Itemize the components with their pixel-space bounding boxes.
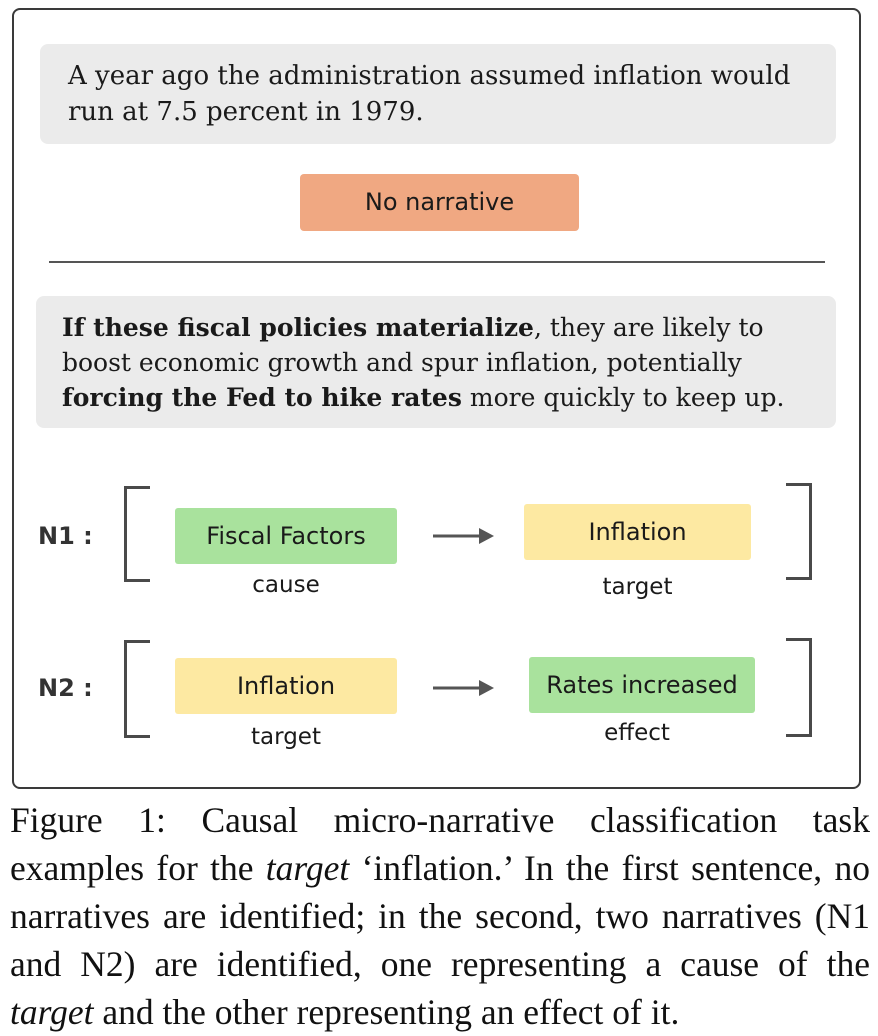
caption-italic-target: target (10, 992, 94, 1032)
sentence-2-bold-cause: If these fiscal policies materialize (62, 313, 534, 342)
narrative-n2-target-role: target (251, 724, 321, 750)
caption-text: Causal micro-narrative classification task examples for the (10, 800, 870, 888)
narrative-n1-target-role: target (602, 574, 673, 600)
narrative-n1-cause-node: Fiscal Factors (175, 508, 397, 564)
divider (49, 261, 825, 263)
caption-text: and the other representing an effect of it. (93, 992, 680, 1032)
arrow-right-icon (433, 526, 495, 546)
narrative-n1-target-node: Inflation (524, 504, 751, 560)
sentence-2-bold-effect: forcing the Fed to hike rates (62, 383, 462, 412)
caption-label: Figure 1: (10, 800, 166, 840)
narrative-label-n1: N1 : (38, 522, 93, 550)
narrative-n2-effect-role: effect (604, 720, 670, 746)
left-bracket-n2 (124, 640, 150, 738)
no-narrative-badge: No narrative (300, 174, 579, 231)
example-sentence-2 (36, 296, 836, 428)
sentence-1-text: A year ago the administration assumed inflation would run at 7.5 percent in 1979. (68, 61, 791, 127)
caption-italic-target: target (265, 848, 350, 888)
left-bracket-n1 (124, 486, 150, 582)
caption-text: ‘inflation.’ In the first sentence, no narratives are identified; in the second, two narratives (N1 and N2) are identified, one representing a cause of the (10, 848, 870, 984)
figure-caption (10, 796, 870, 1036)
narrative-n2-effect-node: Rates increased (529, 657, 755, 713)
narrative-label-n2: N2 : (38, 674, 93, 702)
narrative-n1-cause-role: cause (252, 572, 320, 598)
example-sentence-1 (40, 44, 836, 144)
right-bracket-n1 (786, 483, 812, 580)
sentence-2-text-end: more quickly to keep up. (461, 383, 785, 412)
sentence-2-text: , they are likely to boost economic growth and spur inflation, potentially (62, 313, 764, 377)
arrow-right-icon (433, 678, 495, 698)
right-bracket-n2 (786, 638, 812, 737)
narrative-n2-target-node: Inflation (175, 658, 397, 714)
